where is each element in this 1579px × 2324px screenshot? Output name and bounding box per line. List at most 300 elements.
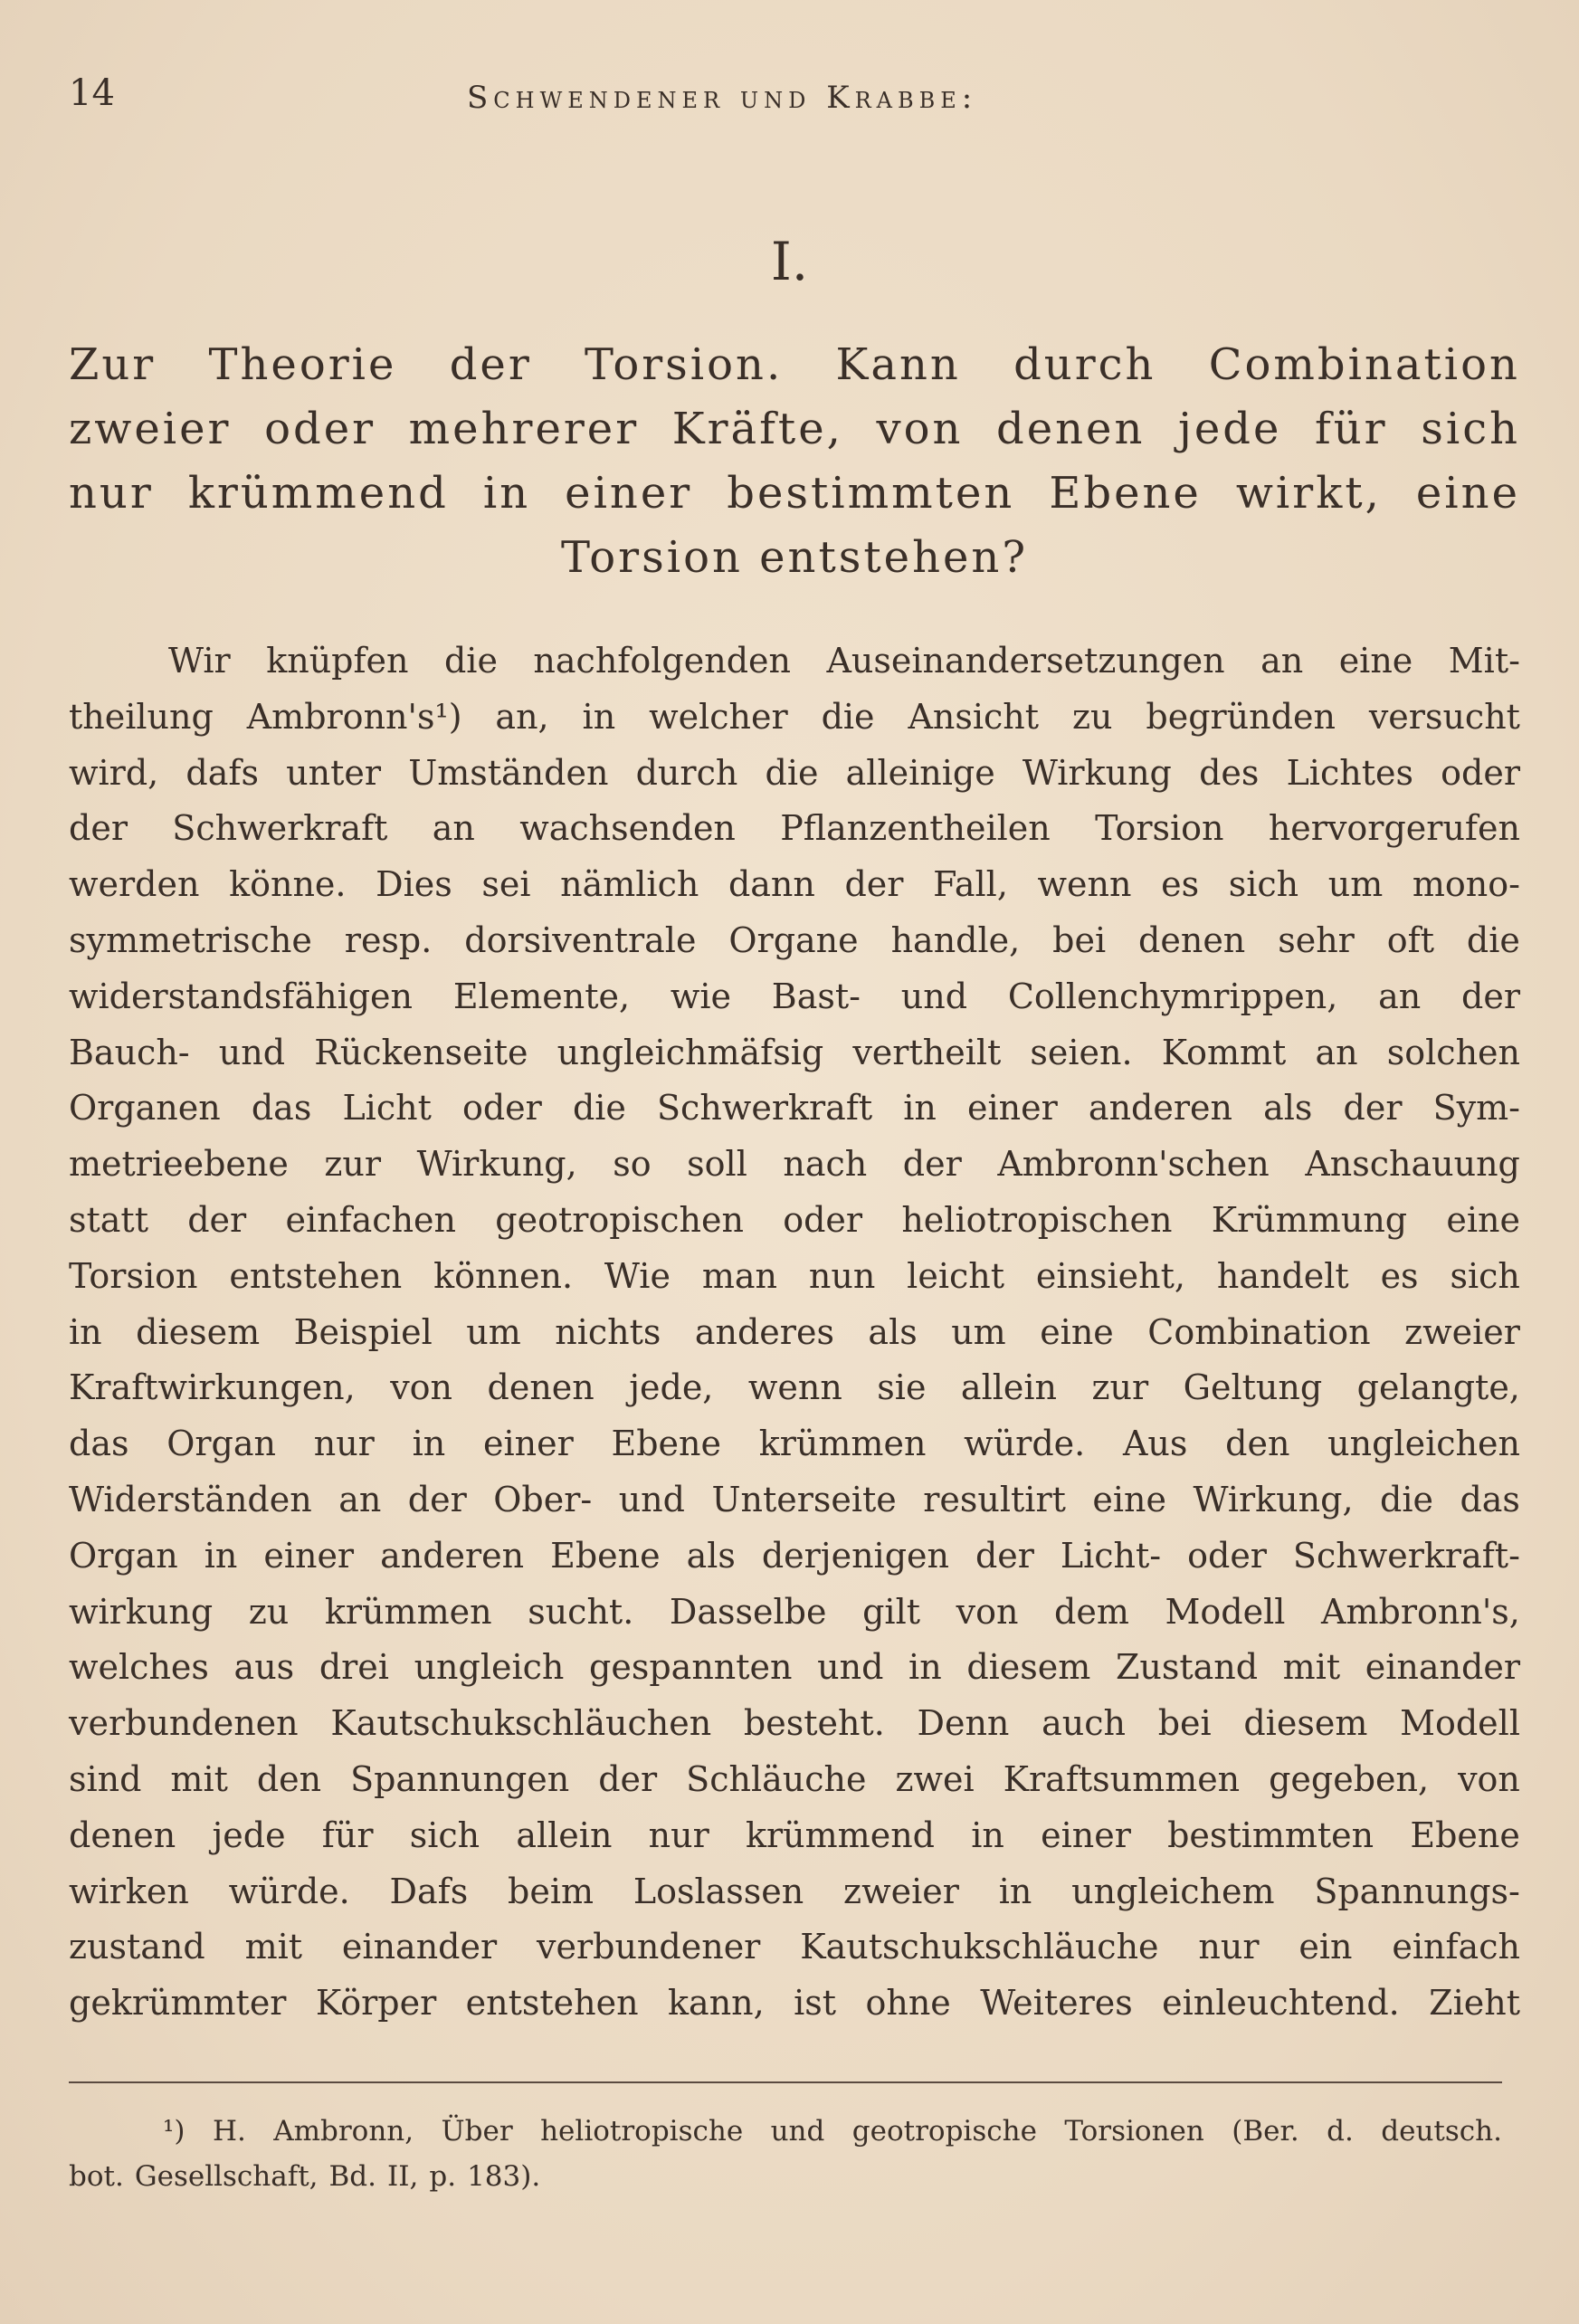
body-word: nachfolgenden	[533, 641, 791, 681]
body-word: mit	[244, 1927, 303, 1967]
body-word: mono-	[1412, 864, 1520, 905]
body-word: seien.	[1030, 1032, 1133, 1072]
body-word: ungleichen	[1327, 1424, 1520, 1464]
body-word: nur	[313, 1424, 375, 1464]
body-word: der	[598, 1758, 658, 1799]
body-word: diesem	[966, 1647, 1091, 1688]
body-word: in	[582, 696, 616, 737]
body-word: nichts	[555, 1311, 661, 1352]
body-word: solchen	[1386, 1032, 1520, 1072]
footnote	[69, 2109, 1502, 2199]
body-line	[69, 1193, 1520, 1249]
body-word: soll	[687, 1144, 747, 1185]
body-word: handle,	[890, 919, 1021, 960]
body-word: an	[1378, 976, 1422, 1016]
body-word: und	[900, 976, 968, 1016]
body-word: mit	[170, 1758, 228, 1799]
body-word: an,	[495, 696, 549, 737]
body-word: Sym-	[1432, 1088, 1520, 1129]
body-word: ein	[1298, 1927, 1353, 1967]
title-word: krümmend	[187, 468, 449, 519]
body-word: es	[1161, 864, 1200, 905]
body-word: oder	[1441, 752, 1520, 793]
body-word: eine	[1092, 1479, 1166, 1519]
footnote-line	[69, 2109, 1502, 2154]
body-word: welcher	[649, 696, 788, 737]
title-word: wirkt,	[1235, 468, 1382, 519]
body-word: die	[572, 1088, 626, 1129]
body-word: sie	[877, 1367, 927, 1408]
body-word: dem	[1054, 1591, 1129, 1632]
title-word: Torsion entstehen?	[560, 532, 1029, 583]
body-word: entstehen	[229, 1255, 403, 1296]
body-word: nach	[783, 1144, 868, 1185]
body-word: Organ	[69, 1535, 178, 1576]
body-word: alleinige	[845, 752, 995, 793]
body-word: der	[844, 864, 904, 905]
body-word: allein	[960, 1367, 1057, 1408]
body-word: symmetrische	[69, 919, 312, 960]
body-line	[69, 801, 1520, 857]
body-word: der	[902, 1144, 962, 1185]
body-word: diesem	[1243, 1703, 1368, 1744]
body-word: Torsion	[69, 1255, 198, 1296]
footnote-word: p.	[429, 2160, 457, 2193]
footnote-word: (Ber.	[1232, 2115, 1299, 2148]
body-word: aus	[233, 1647, 295, 1688]
body-word: würde.	[964, 1424, 1086, 1464]
footnote-word: Bd.	[328, 2160, 377, 2193]
title-word: Theorie	[208, 339, 397, 390]
body-word: wie	[670, 976, 731, 1016]
footnote-line	[69, 2154, 1502, 2199]
body-word: ungleich	[414, 1647, 565, 1688]
footnote-word: geotropische	[851, 2115, 1037, 2148]
body-word: resultirt	[923, 1479, 1066, 1519]
title-word: Zur	[69, 339, 157, 390]
body-word: verbundener	[537, 1927, 761, 1967]
footnote-word: ¹)	[163, 2115, 185, 2148]
body-word: um	[951, 1311, 1006, 1352]
body-word: anderen	[380, 1535, 525, 1576]
body-word: denen	[69, 1814, 176, 1855]
body-word: gilt	[862, 1591, 920, 1632]
body-word: jede,	[629, 1367, 714, 1408]
body-word: Organ	[166, 1424, 276, 1464]
body-word: an	[432, 808, 475, 849]
body-word: Wirkung	[1022, 752, 1172, 793]
body-word: Schwerkraft-	[1292, 1535, 1520, 1576]
body-word: Beispiel	[293, 1311, 433, 1352]
body-word: einer	[967, 1088, 1058, 1129]
body-word: Fall,	[933, 864, 1008, 905]
body-word: unter	[286, 752, 382, 793]
body-word: verbundenen	[69, 1703, 299, 1744]
body-word: entstehen	[465, 1983, 639, 2024]
body-word: Widerständen	[69, 1479, 312, 1519]
body-word: als	[686, 1535, 736, 1576]
body-word: und	[817, 1647, 884, 1688]
body-word: versucht	[1368, 696, 1520, 737]
body-word: zu	[1071, 696, 1113, 737]
body-word: in	[412, 1424, 446, 1464]
body-word: Lichtes	[1286, 752, 1413, 793]
title-word: eine	[1415, 468, 1520, 519]
body-word: den	[1225, 1424, 1290, 1464]
footnote-word: Ambronn,	[273, 2115, 414, 2148]
body-word: drei	[319, 1647, 389, 1688]
body-word: man	[701, 1255, 777, 1296]
body-word: nun	[808, 1255, 876, 1296]
body-word: anderen	[1088, 1088, 1232, 1129]
body-word: der	[69, 808, 128, 849]
body-word: wirken	[69, 1871, 189, 1911]
body-word: Körper	[315, 1983, 437, 2024]
body-text	[69, 633, 1520, 2032]
body-word: wirkung	[69, 1591, 214, 1632]
title-word: in	[482, 468, 531, 519]
body-word: Wie	[604, 1255, 671, 1296]
body-word: anderes	[694, 1311, 834, 1352]
body-word: Weiteres	[980, 1983, 1133, 2024]
body-word: einer	[482, 1424, 574, 1464]
body-line	[69, 1752, 1520, 1808]
body-word: zweier	[1404, 1311, 1520, 1352]
footnote-word: Torsionen	[1064, 2115, 1204, 2148]
body-word: der	[407, 1479, 467, 1519]
body-word: Anschauung	[1305, 1144, 1520, 1185]
body-word: Ansicht	[908, 696, 1040, 737]
body-line	[69, 1640, 1520, 1696]
body-line	[69, 1025, 1520, 1081]
body-word: einer	[1041, 1814, 1131, 1855]
body-word: nur	[1198, 1927, 1260, 1967]
body-word: besteht.	[743, 1703, 885, 1744]
body-word: widerstandsfähigen	[69, 976, 414, 1016]
body-word: metrieebene	[69, 1144, 289, 1185]
body-word: Loslassen	[633, 1871, 804, 1911]
title-word: von	[876, 404, 964, 454]
body-word: von	[956, 1591, 1019, 1632]
body-word: Wir	[168, 641, 231, 681]
body-line	[69, 1472, 1520, 1529]
body-word: eine	[1446, 1199, 1520, 1240]
body-word: Ambronn's,	[1321, 1591, 1520, 1632]
body-word: begründen	[1146, 696, 1336, 737]
title-word: nur	[69, 468, 154, 519]
body-line	[69, 1864, 1520, 1920]
body-line	[69, 1305, 1520, 1361]
body-word: krümmen	[324, 1591, 492, 1632]
body-word: sich	[409, 1814, 480, 1855]
body-word: welches	[69, 1647, 209, 1688]
running-head: Schwendener und Krabbe:	[467, 80, 978, 116]
body-word: an	[338, 1479, 382, 1519]
title-word: sich	[1421, 404, 1520, 454]
body-word: der	[1343, 1088, 1403, 1129]
body-line	[69, 746, 1520, 802]
body-word: dorsiventrale	[464, 919, 697, 960]
body-line	[69, 913, 1520, 969]
body-word: Ambronn's¹)	[246, 696, 462, 737]
body-word: gekrümmter	[69, 1983, 287, 2024]
body-word: oder	[1187, 1535, 1267, 1576]
body-word: oder	[461, 1088, 542, 1129]
body-word: resp.	[344, 919, 433, 960]
body-word: gespannten	[589, 1647, 793, 1688]
body-word: ungleichmäfsig	[556, 1032, 824, 1072]
body-word: und	[218, 1032, 286, 1072]
title-word: oder	[264, 404, 376, 454]
body-word: gelangte,	[1356, 1367, 1520, 1408]
body-word: Pflanzentheilen	[780, 808, 1051, 849]
section-title	[69, 333, 1520, 590]
body-word: der	[975, 1535, 1034, 1576]
body-word: Ebene	[1410, 1814, 1520, 1855]
body-word: den	[256, 1758, 322, 1799]
body-line	[69, 690, 1520, 746]
body-word: leicht	[907, 1255, 1004, 1296]
body-word: Wirkung,	[416, 1144, 577, 1185]
footnote-word: Über	[441, 2115, 513, 2148]
body-word: könne.	[229, 864, 347, 905]
body-word: Aus	[1122, 1424, 1188, 1464]
section-number: I.	[770, 231, 809, 292]
title-word: zweier	[69, 404, 232, 454]
body-word: knüpfen	[266, 641, 409, 681]
body-word: an	[1260, 641, 1304, 681]
body-word: derjenigen	[761, 1535, 949, 1576]
body-word: zustand	[69, 1927, 205, 1967]
title-line	[69, 462, 1520, 526]
body-word: gegeben,	[1269, 1758, 1430, 1799]
body-word: zu	[248, 1591, 290, 1632]
footnote-word: heliotropische	[540, 2115, 744, 2148]
body-word: für	[321, 1814, 374, 1855]
body-line	[69, 1919, 1520, 1976]
body-word: einander	[1365, 1647, 1520, 1688]
body-line	[69, 1976, 1520, 2032]
body-word: können.	[433, 1255, 574, 1296]
body-word: zwei	[895, 1758, 975, 1799]
body-word: Denn	[917, 1703, 1010, 1744]
body-word: oft	[1386, 919, 1434, 960]
body-word: Kraftwirkungen,	[69, 1367, 356, 1408]
body-word: handelt	[1216, 1255, 1349, 1296]
footnote-word: deutsch.	[1381, 2115, 1502, 2148]
body-word: bei	[1052, 919, 1107, 960]
body-line	[69, 1808, 1520, 1864]
page-number: 14	[69, 72, 115, 114]
body-word: krümmend	[745, 1814, 936, 1855]
body-word: vertheilt	[852, 1032, 1002, 1072]
footnote-word: Gesellschaft,	[134, 2160, 319, 2193]
body-word: zur	[1091, 1367, 1149, 1408]
body-word: Geltung	[1183, 1367, 1323, 1408]
footnote-divider	[69, 2081, 1502, 2083]
body-word: Elemente,	[452, 976, 631, 1016]
body-word: sich	[1228, 864, 1299, 905]
title-word: Kann	[835, 339, 961, 390]
body-word: Dafs	[389, 1871, 469, 1911]
body-line	[69, 1081, 1520, 1137]
body-word: hervorgerufen	[1268, 808, 1520, 849]
body-word: bei	[1157, 1703, 1212, 1744]
body-word: Kautschukschläuche	[800, 1927, 1159, 1967]
body-word: von	[1458, 1758, 1520, 1799]
body-word: so	[613, 1144, 652, 1185]
body-word: einander	[341, 1927, 498, 1967]
body-word: theilung	[69, 696, 214, 737]
body-word: an	[1315, 1032, 1358, 1072]
title-word: für	[1314, 404, 1388, 454]
body-word: heliotropischen	[901, 1199, 1173, 1240]
body-word: sind	[69, 1758, 142, 1799]
body-word: dann	[728, 864, 815, 905]
title-word: Ebene	[1049, 468, 1202, 519]
title-word: der	[449, 339, 532, 390]
title-word: durch	[1013, 339, 1156, 390]
body-word: diesem	[136, 1311, 261, 1352]
body-word: krümmen	[758, 1424, 927, 1464]
body-line	[69, 857, 1520, 913]
title-line	[69, 526, 1520, 590]
body-line	[69, 1360, 1520, 1416]
body-word: wenn	[1037, 864, 1132, 905]
body-word: Mit-	[1448, 641, 1520, 681]
body-word: Schläuche	[686, 1758, 867, 1799]
body-word: denen	[487, 1367, 595, 1408]
title-word: Combination	[1208, 339, 1520, 390]
body-word: von	[390, 1367, 453, 1408]
body-word: Unterseite	[711, 1479, 897, 1519]
body-word: einer	[263, 1535, 355, 1576]
body-word: ist	[794, 1983, 837, 2024]
body-word: Combination	[1147, 1311, 1371, 1352]
body-word: in	[908, 1647, 942, 1688]
body-word: die	[1466, 919, 1520, 960]
title-line	[69, 397, 1520, 462]
body-word: Zieht	[1429, 1983, 1520, 2024]
body-word: oder	[783, 1199, 863, 1240]
body-word: Kommt	[1161, 1032, 1287, 1072]
body-word: als	[868, 1311, 918, 1352]
body-word: allein	[516, 1814, 613, 1855]
body-word: Umständen	[408, 752, 609, 793]
body-word: geotropischen	[495, 1199, 744, 1240]
body-word: beim	[508, 1871, 595, 1911]
body-word: die	[765, 752, 819, 793]
body-line	[69, 1696, 1520, 1752]
footnote-word: II,	[387, 2160, 419, 2193]
body-word: Wirkung,	[1193, 1479, 1354, 1519]
title-word: einer	[565, 468, 693, 519]
body-word: Spannungs-	[1314, 1871, 1520, 1911]
body-word: Licht-	[1060, 1535, 1162, 1576]
body-word: Auseinandersetzungen	[826, 641, 1225, 681]
footnote-word: 183).	[467, 2160, 541, 2193]
footnote-word: und	[770, 2115, 825, 2148]
body-word: Collenchymrippen,	[1007, 976, 1338, 1016]
body-word: wenn	[747, 1367, 842, 1408]
body-word: um	[1327, 864, 1384, 905]
body-word: bestimmten	[1167, 1814, 1374, 1855]
title-word: denen	[996, 404, 1146, 454]
body-line	[69, 969, 1520, 1025]
body-word: eine	[1040, 1311, 1114, 1352]
body-word: und	[618, 1479, 685, 1519]
body-word: Organe	[728, 919, 859, 960]
body-word: Schwerkraft	[657, 1088, 873, 1129]
body-word: einfachen	[285, 1199, 457, 1240]
body-word: in	[69, 1311, 102, 1352]
page-header	[69, 72, 1514, 127]
body-word: würde.	[228, 1871, 350, 1911]
body-word: des	[1199, 752, 1260, 793]
body-word: sich	[1450, 1255, 1520, 1296]
body-word: durch	[635, 752, 738, 793]
title-line	[69, 333, 1520, 397]
body-word: Kautschukschläuchen	[330, 1703, 712, 1744]
body-word: Ebene	[611, 1424, 721, 1464]
body-word: dafs	[185, 752, 259, 793]
title-word: mehrerer	[408, 404, 640, 454]
body-word: Dies	[376, 864, 452, 905]
body-word: Spannungen	[350, 1758, 570, 1799]
body-word: wachsenden	[519, 808, 736, 849]
body-word: die	[821, 696, 875, 737]
body-word: Modell	[1400, 1703, 1520, 1744]
body-word: nämlich	[560, 864, 699, 905]
body-word: mit	[1282, 1647, 1341, 1688]
body-word: sehr	[1278, 919, 1355, 960]
body-word: Ebene	[550, 1535, 661, 1576]
body-word: Modell	[1165, 1591, 1286, 1632]
body-word: es	[1380, 1255, 1419, 1296]
body-line	[69, 1137, 1520, 1193]
body-line	[69, 633, 1520, 690]
body-word: Dasselbe	[669, 1591, 827, 1632]
body-word: einsieht,	[1035, 1255, 1185, 1296]
body-line	[69, 1529, 1520, 1585]
title-word: Kräfte,	[671, 404, 843, 454]
body-word: um	[466, 1311, 521, 1352]
body-word: in	[998, 1871, 1032, 1911]
body-word: das	[1460, 1479, 1520, 1519]
body-word: Krümmung	[1211, 1199, 1408, 1240]
body-word: ohne	[865, 1983, 951, 2024]
body-word: in	[971, 1814, 1004, 1855]
body-line	[69, 1249, 1520, 1305]
footnote-word: H.	[212, 2115, 246, 2148]
body-word: in	[903, 1088, 937, 1129]
body-word: auch	[1042, 1703, 1126, 1744]
body-word: Zustand	[1115, 1647, 1259, 1688]
body-word: einleuchtend.	[1162, 1983, 1400, 2024]
body-word: Ober-	[493, 1479, 593, 1519]
title-word: Torsion.	[585, 339, 784, 390]
body-word: jede	[212, 1814, 286, 1855]
body-word: zweier	[843, 1871, 959, 1911]
body-word: nur	[648, 1814, 709, 1855]
body-word: ungleichem	[1071, 1871, 1275, 1911]
title-word: bestimmten	[727, 468, 1015, 519]
footnote-word: d.	[1327, 2115, 1354, 2148]
body-word: Schwerkraft	[172, 808, 388, 849]
body-word: sucht.	[528, 1591, 634, 1632]
body-word: Torsion	[1095, 808, 1224, 849]
body-word: Organen	[69, 1088, 221, 1129]
